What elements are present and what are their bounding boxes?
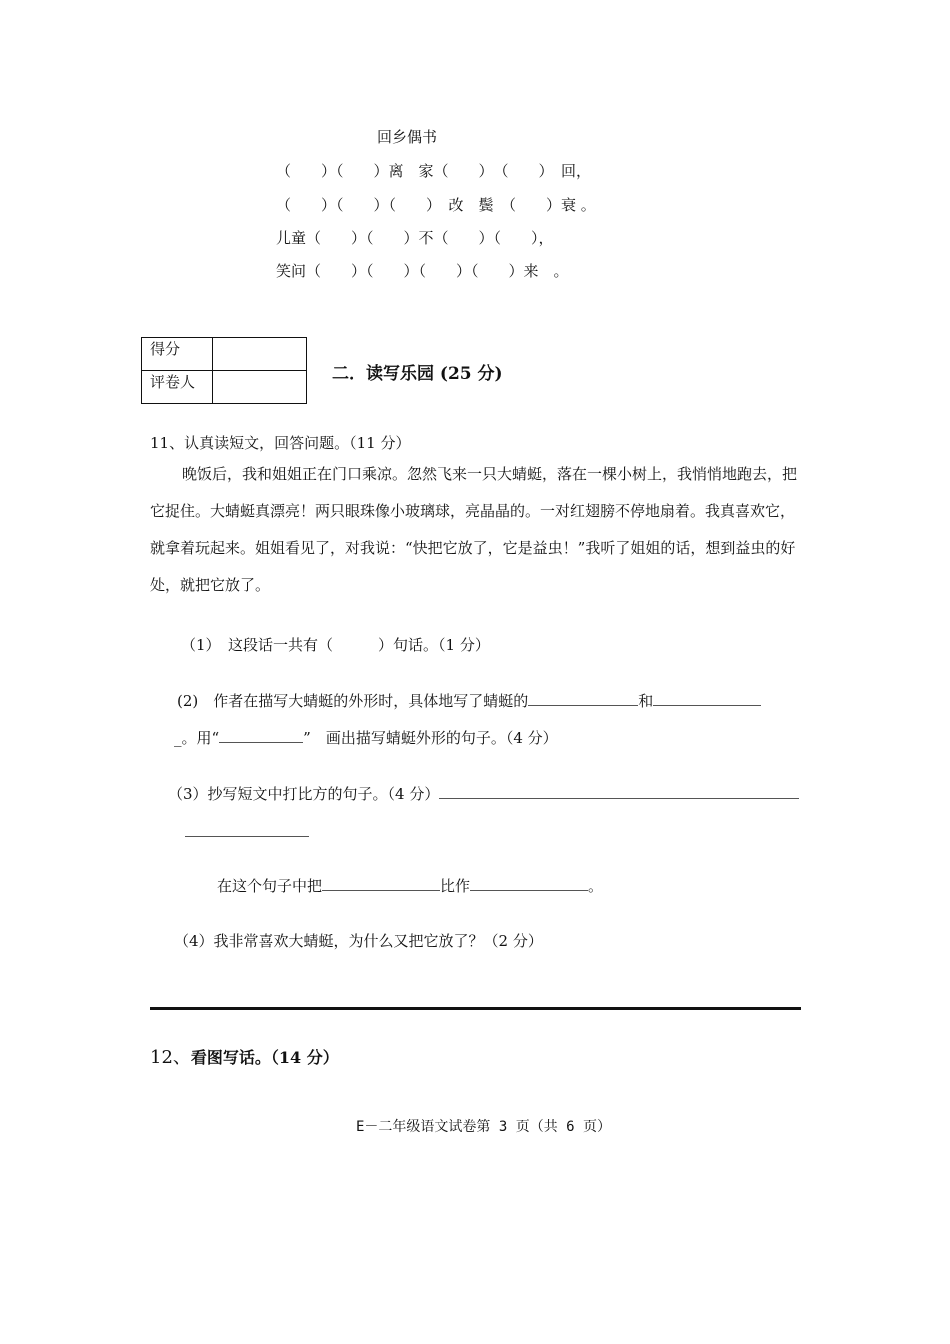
answer-blank[interactable] [185, 818, 309, 837]
q11-heading: 11、认真读短文，回答问题。（11 分） [150, 434, 411, 452]
q12-heading [150, 1043, 339, 1069]
answer-blank[interactable] [219, 742, 303, 743]
q11-sub3-line1 [168, 783, 799, 804]
q11-sub3-text: （3）抄写短文中打比方的句子。（4 分） [168, 785, 440, 803]
q12-number: 12、 [150, 1047, 191, 1068]
q11-sub2-line1 [177, 690, 761, 711]
section-title: 二．读写乐园 (25 分) [332, 364, 503, 384]
answer-blank[interactable] [653, 705, 761, 706]
q12-title: 看图写话。（14 分） [190, 1048, 339, 1067]
grader-label: 评卷人 [142, 371, 213, 404]
poem-line-2: （ ）（ ）（ ） 改 鬓 （ ）衰 。 [276, 196, 596, 214]
answer-blank[interactable] [470, 890, 588, 891]
page-footer: E－二年级语文试卷第 3 页（共 6 页） [356, 1119, 612, 1135]
q11-sub2-line2 [174, 727, 558, 748]
q11-sub2-suffix: ” 画出描写蜻蜓外形的句子。（4 分） [303, 729, 558, 747]
q11-sub2-and: 和 [638, 692, 654, 710]
q11-sub4: （4）我非常喜欢大蜻蜓，为什么又把它放了？（2 分） [174, 932, 543, 950]
score-field[interactable] [213, 338, 307, 371]
poem-title: 回乡偶书 [377, 128, 438, 146]
q11-sub1: （1） 这段话一共有（ ）句话。（1 分） [181, 636, 490, 654]
poem-line-1: （ ）（ ）离 家（ ） （ ） 回， [276, 162, 592, 180]
score-label: 得分 [142, 338, 213, 371]
answer-blank[interactable] [528, 705, 638, 706]
poem-line-4: 笑问（ ）（ ）（ ）（ ）来 。 [276, 262, 569, 280]
answer-blank[interactable] [439, 798, 799, 799]
q11-sub2-text: (2) 作者在描写大蜻蜓的外形时，具体地写了蜻蜓的 [177, 692, 529, 710]
q11-sub2-prefix: _。用“ [174, 729, 220, 747]
divider [150, 1007, 801, 1010]
grader-field[interactable] [213, 371, 307, 404]
answer-blank[interactable] [322, 890, 440, 891]
q11-sub3-prefix: 在这个句子中把 [217, 877, 323, 895]
poem-line-3: 儿童（ ）（ ）不（ ）（ ）， [276, 229, 554, 247]
score-box [141, 337, 307, 404]
q11-sub3-line2 [217, 875, 603, 896]
q11-sub3-mid: 比作 [440, 877, 471, 895]
q11-passage: 晚饭后，我和姐姐正在门口乘凉。忽然飞来一只大蜻蜓，落在一棵小树上，我悄悄地跑去，把它捉住。大蜻蜓真漂亮！两只眼珠像小玻璃球，亮晶晶的。一对红翅膀不停地扇着。我真喜欢它，就拿着玩起来。姐姐看见了，对我说：“快把它放了，它是益虫！”我听了姐姐的话，想到益虫的好处，就把它放了。 [150, 465, 798, 594]
q11-sub3-end: 。 [588, 877, 604, 895]
